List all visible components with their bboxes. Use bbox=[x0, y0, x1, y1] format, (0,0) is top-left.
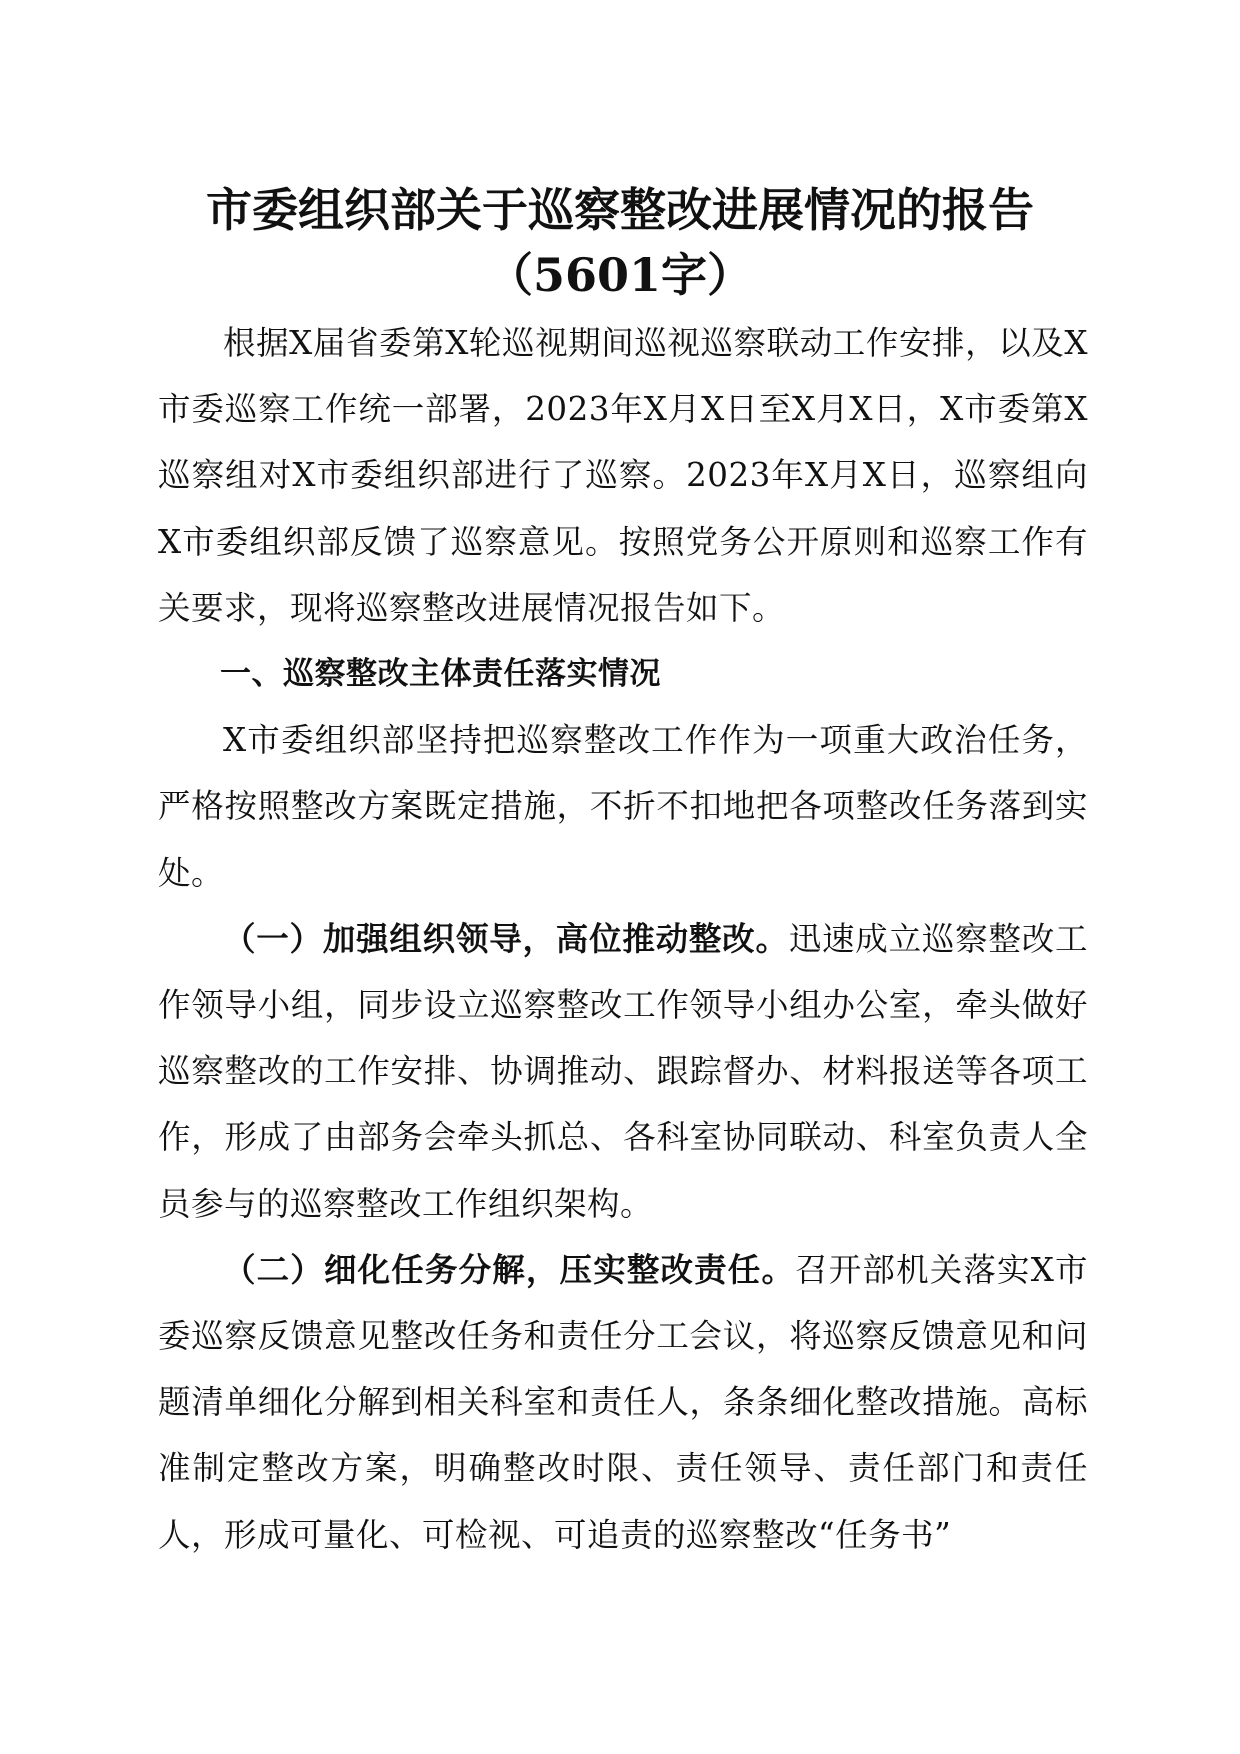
document-title: 市委组织部关于巡察整改进展情况的报告 bbox=[206, 183, 1034, 237]
paragraph-section-intro bbox=[158, 707, 1088, 906]
point-lead: （二）细化任务分解，压实整改责任。 bbox=[223, 1249, 796, 1289]
paragraph-text: 召开部机关落实X市委巡察反馈意见整改任务和责任分工会议，将巡察反馈意见和问题清单细化分解到相关科室和责任人，条条细化整改措施。高标准制定整改方案，明确整改时限、责任领导、责任部门和责任人，形成可量化、可检视、可追责的巡察整改“任务书” bbox=[158, 1250, 1088, 1554]
document-word-count: （5601字） bbox=[486, 248, 754, 302]
paragraph-text: 迅速成立巡察整改工作领导小组，同步设立巡察整改工作领导小组办公室，牵头做好巡察整改的工作安排、协调推动、跟踪督办、材料报送等各项工作，形成了由部务会牵头抓总、各科室协同联动、科室负责人全员参与的巡察整改工作组织架构。 bbox=[158, 919, 1088, 1223]
paragraph-text: X市委组织部坚持把巡察整改工作作为一项重大政治任务，严格按照整改方案既定措施，不折不扣地把各项整改任务落到实处。 bbox=[158, 721, 1088, 892]
paragraph-point-1 bbox=[158, 906, 1088, 1237]
paragraph-intro bbox=[158, 310, 1088, 641]
paragraph-point-2 bbox=[158, 1237, 1088, 1568]
section-heading: 一、巡察整改主体责任落实情况 bbox=[220, 656, 661, 693]
point-lead: （一）加强组织领导，高位推动整改。 bbox=[223, 918, 789, 958]
document-body bbox=[158, 310, 1088, 1568]
paragraph-text: 根据X届省委第X轮巡视期间巡视巡察联动工作安排，以及X市委巡察工作统一部署，2023年X月X日至X月X日，X市委第X巡察组对X市委组织部进行了巡察。2023年X月X日，巡察组向X市委组织部反馈了巡察意见。按照党务公开原则和巡察工作有关要求，现将巡察整改进展情况报告如下。 bbox=[158, 324, 1088, 627]
